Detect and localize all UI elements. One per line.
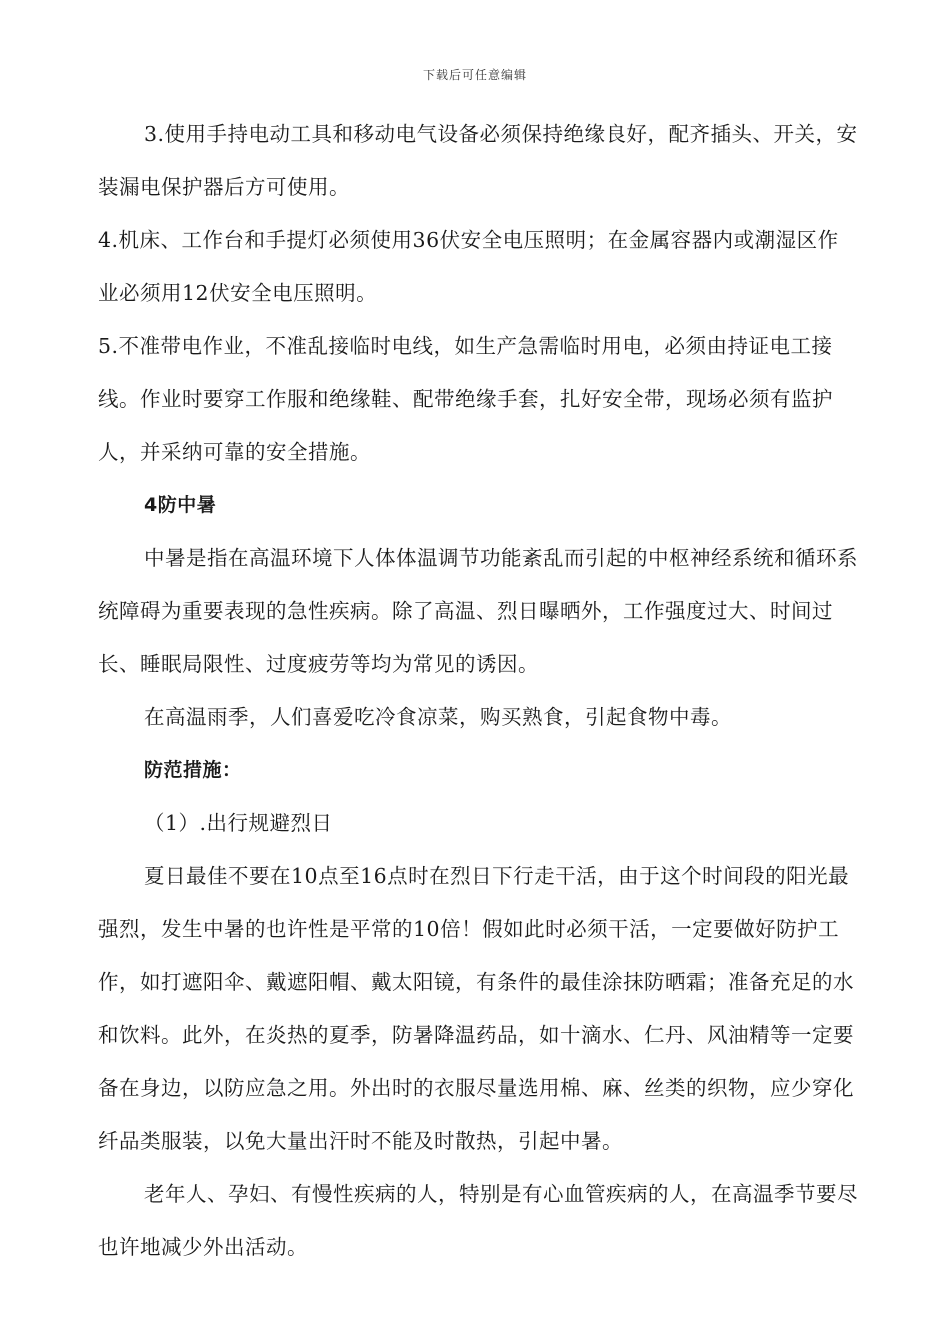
paragraph-avoid-sun: 夏日最佳不要在10点至16点时在烈日下行走干活，由于这个时间段的阳光最强烈，发生中暑的也许性是平常的10倍！假如此时必须干活，一定要做好防护工作，如打遮阳伞、戴遮阳帽、戴太阳镜，有条件的最佳涂抹防晒霜；准备充足的水和饮料。此外，在炎热的夏季，防暑降温药品，如十滴水、仁丹、风油精等一定要备在身边，以防应急之用。外出时的衣服尽量选用棉、麻、丝类的织物，应少穿化纤品类服装，以免大量出汗时不能及时散热，引起中暑。	[98, 864, 854, 1153]
section-heading-measures: 防范措施：	[144, 759, 242, 781]
subheading-avoid-sun: （1）.出行规避烈日	[144, 811, 333, 835]
paragraph-safety-voltage: 4.机床、工作台和手提灯必须使用36伏安全电压照明；在金属容器内或潮湿区作业必须用12伏安全电压照明。	[98, 228, 839, 305]
paragraph-heatstroke-definition: 中暑是指在高温环境下人体体温调节功能紊乱而引起的中枢神经系统和循环系统障碍为重要表现的急性疾病。除了高温、烈日曝晒外，工作强度过大、时间过长、睡眠局限性、过度疲劳等均为常见的诱因。	[98, 546, 858, 676]
page-header: 下载后可任意编辑	[422, 68, 527, 82]
paragraph-tool-insulation: 3.使用手持电动工具和移动电气设备必须保持绝缘良好，配齐插头、开关，安装漏电保护器后方可使用。	[98, 122, 858, 199]
paragraph-live-work: 5.不准带电作业，不准乱接临时电线，如生产急需临时用电，必须由持证电工接线。作业时要穿工作服和绝缘鞋、配带绝缘手套，扎好安全带，现场必须有监护人，并采纳可靠的安全措施。	[98, 334, 833, 464]
paragraph-food-poisoning: 在高温雨季，人们喜爱吃冷食凉菜，购买熟食，引起食物中毒。	[144, 705, 732, 729]
section-heading-heatstroke: 4防中暑	[144, 494, 217, 516]
document-body	[98, 108, 858, 1274]
paragraph-vulnerable-groups: 老年人、孕妇、有慢性疾病的人，特别是有心血管疾病的人，在高温季节要尽也许地减少外出活动。	[98, 1182, 858, 1259]
